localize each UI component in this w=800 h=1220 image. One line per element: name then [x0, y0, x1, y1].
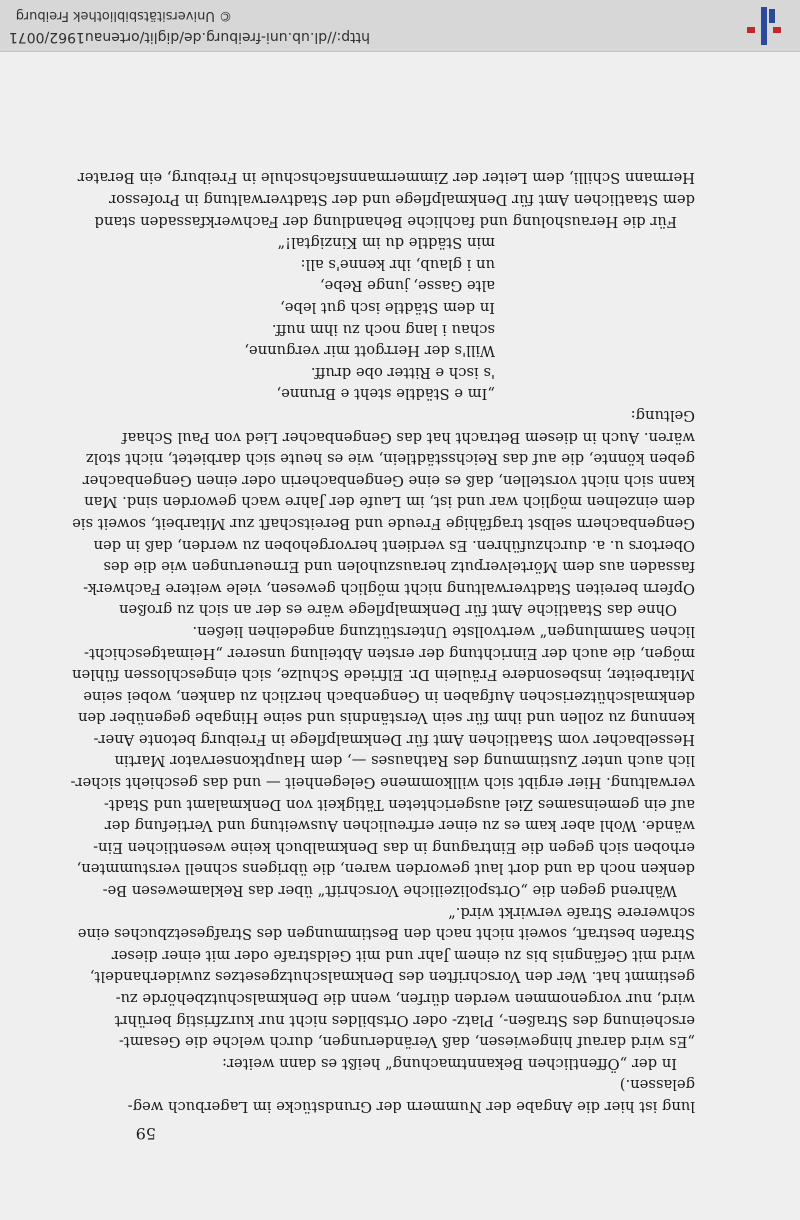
text-line: Opfern bereiten Stadtverwaltung nicht möglich gewesen, viele weitere Fachwerk- — [83, 579, 695, 597]
verse-line: alte Gasse, junge Rebe, — [319, 277, 495, 295]
text-line: wären. Auch in diesem Betracht hat das Gengenbacher Lied von Paul Schaaf — [122, 428, 695, 446]
text-line: erscheinung des Straßen-, Platz- oder Ortsbildes nicht nur kurzfristig berührt — [114, 1011, 695, 1029]
verse-line: In dem Städtle isch gut lebe, — [280, 299, 495, 317]
text-line: In der „Öffentlichen Bekanntmachung“ heißt es dann weiter: — [222, 1054, 677, 1072]
body-text — [70, 167, 695, 1117]
text-line: Hermann Schilli, dem Leiter der Zimmermannsfachschule in Freiburg, ein Berater — [77, 169, 695, 187]
verse-line: „Im e Städtle steht e Brunne, — [276, 385, 495, 403]
document-url-link[interactable]: http://dl.ub.uni-freiburg.de/diglit/ortenau1962/0071 — [8, 29, 370, 45]
text-line: verwaltung. Hier ergibt sich willkommene Gelegenheit — und das geschieht sicher- — [70, 774, 695, 792]
text-line: Gengenbachern selbst tragfähige Freude und Bereitschaft zur Mitarbeit, soweit sie — [72, 514, 695, 532]
copyright-notice: © Universitätsbibliothek Freiburg — [15, 8, 232, 23]
text-line: wird, nur vorgenommen werden dürfen, wenn die Denkmalschutzbehörde zu- — [115, 990, 695, 1008]
verse-line: un i glaub, ihr kenne's all: — [300, 255, 495, 273]
text-line: Obertors u. a. durchzuführen. Es verdient hervorgehoben zu werden, daß in den — [93, 536, 695, 554]
text-line: geben könnte, die auf das Reichsstädtlein, wie es heute sich darbietet, nicht stolz — [85, 450, 695, 468]
page-number: 59 — [135, 1124, 156, 1143]
text-line: lich auch unter Zustimmung des Rathauses —, dem Hauptkonservator Martin — [114, 752, 695, 770]
verse-line: 's isch e Ritter obe druff. — [310, 363, 495, 381]
text-line: schwerere Strafe verwirkt wird.“ — [448, 903, 695, 921]
verse-line: Will's der Herrgott mir vergunne, — [244, 342, 495, 360]
text-line: Geltung: — [630, 407, 695, 424]
page-scan-area — [0, 52, 800, 1220]
text-line: erhoben sich gegen die Eintragung in das Denkmalbuch keine wesentlichen Ein- — [93, 838, 695, 856]
text-line: denken noch da und dort laut geworden waren, die übrigens schnell verstummten, — [76, 860, 695, 878]
text-line: denkmalschützerischen Aufgaben in Gengenbach herzlich zu danken, wobei seine — [83, 687, 695, 705]
text-line: auf ein gemeinsames Ziel ausgerichteten Tätigkeit von Denkmalamt und Stadt- — [103, 795, 695, 813]
text-line: „Es wird darauf hingewiesen, daß Veränderungen, durch welche die Gesamt- — [118, 1033, 695, 1051]
text-line: kann sich nicht vorstellen, daß es eine Gengenbacherin oder einen Gengenbacher — [82, 471, 695, 489]
text-line: Hesselbacher vom Staatlichen Amt für Denkmalpflege in Freiburg betonte Aner- — [93, 730, 695, 748]
text-line: gelassen.) — [619, 1076, 695, 1094]
text-line: Ohne das Staatliche Amt für Denkmalpflege wäre es der an sich zu großen — [118, 601, 677, 619]
text-line: Mitarbeiter, insbesondere Fräulein Dr. Elfriede Schulze, sich eingeschlossen fühlen — [72, 666, 695, 684]
library-footer — [0, 0, 800, 52]
text-line: wände. Wohl aber kam es zu einer erfreulichen Ausweitung und Vertiefung der — [104, 817, 695, 835]
text-line: kennung zu zollen und ihm für sein Verständnis und seine Hingabe gegenüber den — [77, 709, 695, 727]
verse-line: schau i lang noch zu ihm nuff. — [271, 320, 495, 338]
text-line: Für die Herausholung und fachliche Behandlung der Fachwerkfassaden stand — [94, 212, 677, 230]
text-line: mögen, die auch der Einrichtung der ersten Abteilung unserer „Heimatgeschicht- — [84, 644, 695, 662]
text-line: dem einzelnen möglich war und ist, im Laufe der Jahre wach geworden sind. Man — [84, 493, 695, 511]
text-line: fassaden aus dem Mörtelverputz herauszuholen und Erneuerungen wie die des — [103, 558, 695, 576]
text-line: wird mit Gefängnis bis zu einem Jahr und mit Geldstrafe oder mit einer dieser — [111, 946, 695, 964]
text-line: lung ist hier die Angabe der Nummern der Grundstücke im Lagerbuch weg- — [127, 1098, 695, 1115]
verse-line: min Städtle du im Kinzigtal!“ — [277, 234, 495, 252]
text-line: gestimmt hat. Wer den Vorschriften des Denkmalschutzgesetzes zuwiderhandelt, — [89, 968, 695, 986]
library-logo — [744, 5, 784, 49]
text-line: lichen Sammlungen“ wertvollste Unterstützung angedeihen ließen. — [192, 622, 695, 640]
text-line: Während gegen die „Ortspolizeiliche Vorschrift“ über das Reklamewesen Be- — [102, 882, 677, 900]
text-line: Strafen bestraft, soweit nicht nach den Bestimmungen des Strafgesetzbuches eine — [77, 925, 695, 943]
text-line: dem Staatlichen Amt für Denkmalpflege und der Stadtverwaltung in Professor — [109, 191, 695, 209]
